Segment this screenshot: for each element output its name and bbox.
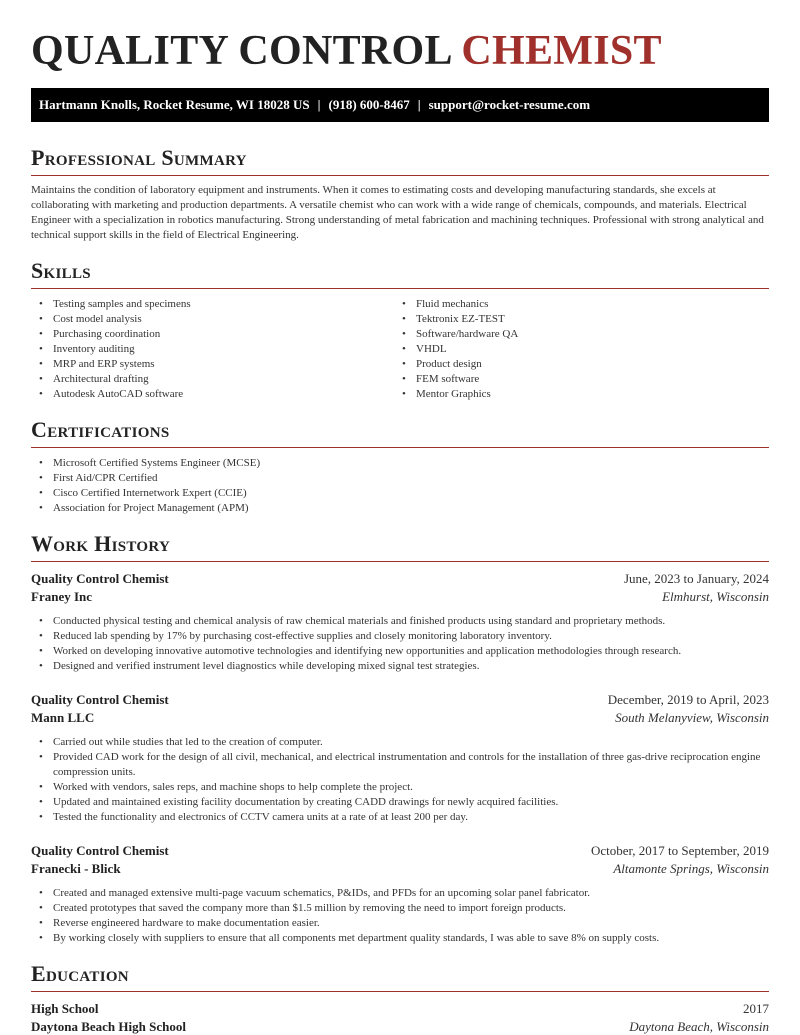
job-duty: • Tested the functionality and electronics of CCTV camera units at a rate of at least 200 per day. [31, 810, 769, 825]
summary-text: Maintains the condition of laboratory equipment and instruments. When it comes to estimating costs and developing manufacturing standards, she excels at collaborating with marketing and production departments. A versatile chemist who can work with a wide range of chemicals, compounds, and materials. Electrical Engineer with a specialization in robotics manufacturing. Strong understanding of metal fabrication and machining techniques. Professional with strong analytical and technical support skills in the field of Electrical Engineering. [31, 184, 764, 241]
job-duty: • Designed and verified instrument level diagnostics while developing mixed signal test strategies. [31, 659, 769, 674]
education-location: Daytona Beach, Wisconsin [629, 1019, 769, 1034]
work-history-section [31, 531, 769, 946]
job-duty: • By working closely with suppliers to ensure that all components met department quality standards, I was able to save 8% on supply costs. [31, 931, 769, 946]
job-duty: • Updated and maintained existing facility documentation by creating CADD drawings for newly acquired facilities. [31, 795, 769, 810]
contact-phone[interactable]: (918) 600-8467 [328, 97, 410, 112]
job-duty: • Reverse engineered hardware to make documentation easier. [31, 916, 769, 931]
job-duties [31, 614, 769, 674]
skills-list-left [31, 297, 394, 402]
contact-separator: | [317, 97, 321, 112]
summary-section [31, 145, 769, 243]
contact-separator: | [417, 97, 421, 112]
certification-item: • Association for Project Management (APM) [31, 501, 769, 516]
skill-item: • Product design [394, 357, 757, 372]
job-company: Franey Inc [31, 589, 93, 604]
job-duties [31, 886, 769, 946]
skill-item: • Fluid mechanics [394, 297, 757, 312]
resume-title [31, 0, 769, 75]
skill-item: • Autodesk AutoCAD software [31, 387, 394, 402]
job-company: Mann LLC [31, 710, 95, 725]
certification-item: • First Aid/CPR Certified [31, 471, 769, 486]
skills-heading: Skills [31, 258, 769, 289]
contact-email[interactable]: support@rocket-resume.com [428, 97, 591, 112]
title-main: QUALITY CONTROL [31, 28, 451, 74]
job-header [31, 691, 769, 709]
job-location: South Melanyview, Wisconsin [615, 710, 769, 725]
education-degree: High School [31, 1001, 99, 1016]
skill-item: • Purchasing coordination [31, 327, 394, 342]
skills-columns [31, 297, 769, 402]
job-header [31, 842, 769, 860]
job-entry [31, 570, 769, 674]
skills-section [31, 258, 769, 402]
skill-item: • Software/hardware QA [394, 327, 757, 342]
contact-bar [31, 88, 769, 122]
skill-item: • Cost model analysis [31, 312, 394, 327]
job-location: Elmhurst, Wisconsin [662, 589, 769, 604]
skills-list-right [394, 297, 757, 402]
job-header [31, 570, 769, 588]
job-subheader [31, 588, 769, 606]
certification-item: • Cisco Certified Internetwork Expert (CCIE) [31, 486, 769, 501]
skill-item: • Mentor Graphics [394, 387, 757, 402]
education-header [31, 1000, 769, 1018]
job-entry [31, 842, 769, 946]
skill-item: • Architectural drafting [31, 372, 394, 387]
education-entry [31, 1000, 769, 1035]
education-subheader [31, 1018, 769, 1035]
summary-heading: Professional Summary [31, 145, 769, 176]
job-duty: • Created and managed extensive multi-page vacuum schematics, P&IDs, and PFDs for an upcoming solar panel fabricator. [31, 886, 769, 901]
job-duty: • Created prototypes that saved the company more than $1.5 million by removing the need to import foreign products. [31, 901, 769, 916]
job-entry [31, 691, 769, 825]
job-duties [31, 735, 769, 825]
job-subheader [31, 709, 769, 727]
skill-item: • Tektronix EZ-TEST [394, 312, 757, 327]
job-dates: June, 2023 to January, 2024 [623, 571, 769, 586]
contact-address: Hartmann Knolls, Rocket Resume, WI 18028 US [39, 97, 310, 112]
skill-item: • Inventory auditing [31, 342, 394, 357]
skill-item: • FEM software [394, 372, 757, 387]
job-duty: • Worked with vendors, sales reps, and machine shops to help complete the project. [31, 780, 769, 795]
job-duty: • Worked on developing innovative automotive technologies and identifying new opportunities and application methodologies through research. [31, 644, 769, 659]
job-title: Quality Control Chemist [31, 571, 169, 586]
skill-item: • Testing samples and specimens [31, 297, 394, 312]
certifications-heading: Certifications [31, 417, 769, 448]
job-duty: • Carried out while studies that led to the creation of computer. [31, 735, 769, 750]
job-title: Quality Control Chemist [31, 843, 169, 858]
skill-item: • MRP and ERP systems [31, 357, 394, 372]
certifications-section [31, 417, 769, 516]
certifications-list [31, 456, 769, 516]
job-dates: December, 2019 to April, 2023 [607, 692, 769, 707]
job-duty: • Reduced lab spending by 17% by purchasing cost-effective supplies and closely monitoring laboratory inventory. [31, 629, 769, 644]
education-school: Daytona Beach High School [31, 1019, 186, 1034]
skill-item: • VHDL [394, 342, 757, 357]
education-heading: Education [31, 961, 769, 992]
job-location: Altamonte Springs, Wisconsin [613, 861, 769, 876]
certification-item: • Microsoft Certified Systems Engineer (MCSE) [31, 456, 769, 471]
title-accent: CHEMIST [461, 28, 662, 74]
job-subheader [31, 860, 769, 878]
job-duty: • Provided CAD work for the design of all civil, mechanical, and electrical instrumentation and controls for the installation of three gas-drive reciprocation engine compression units. [31, 750, 769, 780]
job-title: Quality Control Chemist [31, 692, 169, 707]
education-section [31, 961, 769, 1035]
job-company: Franecki - Blick [31, 861, 121, 876]
work-history-heading: Work History [31, 531, 769, 562]
job-duty: • Conducted physical testing and chemical analysis of raw chemical materials and finished products using standard and proprietary methods. [31, 614, 769, 629]
education-year: 2017 [743, 1001, 769, 1016]
job-dates: October, 2017 to September, 2019 [590, 843, 769, 858]
